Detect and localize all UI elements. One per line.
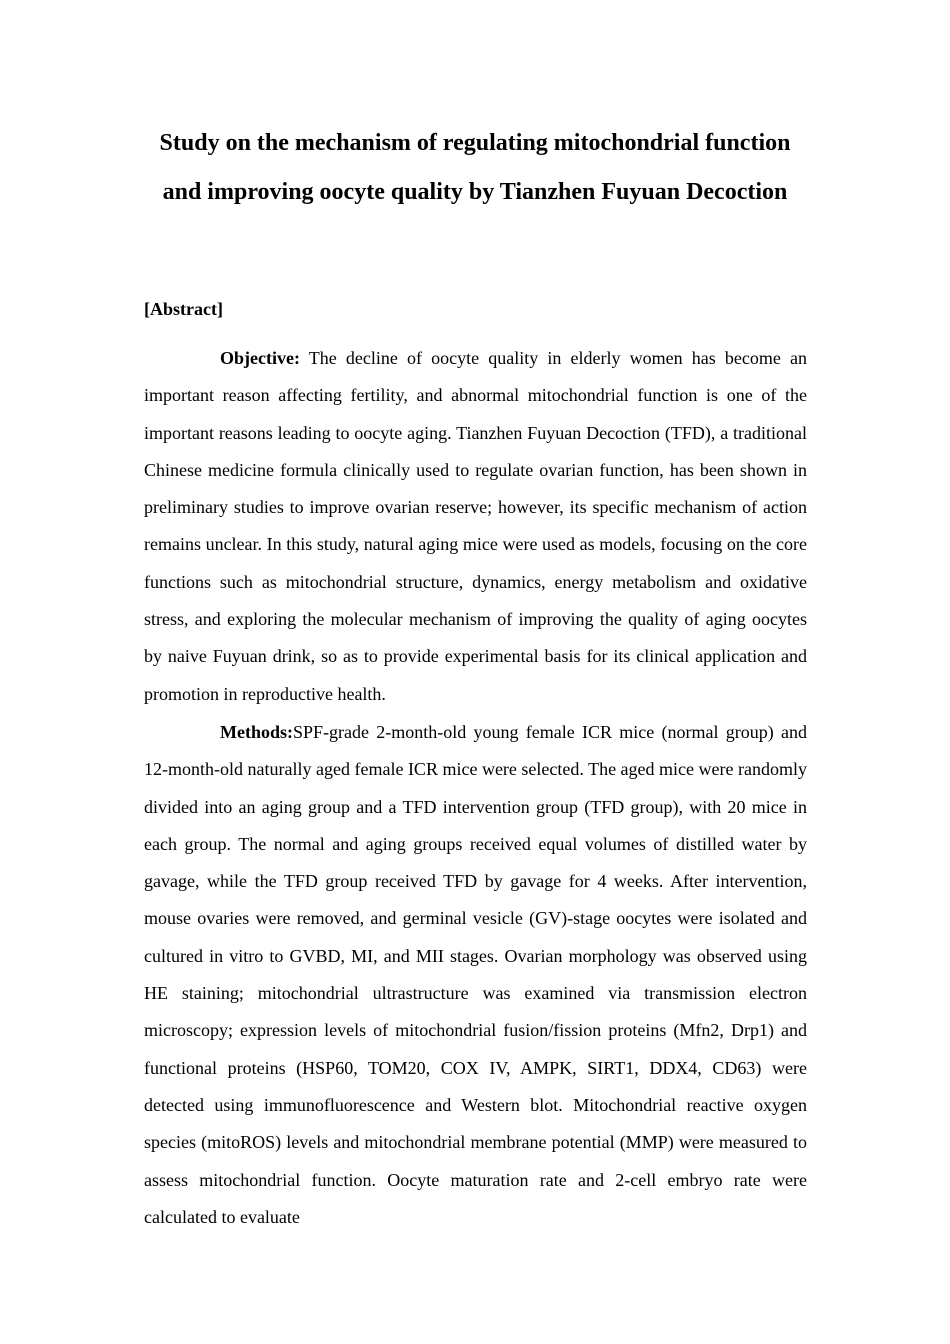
methods-label: Methods: — [220, 722, 293, 742]
abstract-heading: [Abstract] — [144, 299, 223, 319]
methods-text: SPF-grade 2-month-old young female ICR mice (normal group) and 12-month-old naturally aged female ICR mice were selected. The aged mice were randomly divided into an aging group and a TFD intervention group (TFD group), with 20 mice in each group. The normal and aging groups received equal volumes of distilled water by gavage, while the TFD group received TFD by gavage for 4 weeks. After intervention, mouse ovaries were removed, and germinal vesicle (GV)-stage oocytes were isolated and cultured in vitro to GVBD, MI, and MII stages. Ovarian morphology was observed using HE staining; mitochondrial ultrastructure was examined via transmission electron microscopy; expression levels of mitochondrial fusion/fission proteins (Mfn2, Drp1) and functional proteins (HSP60, TOM20, COX IV, AMPK, SIRT1, DDX4, CD63) were detected using immunofluorescence and Western blot. Mitochondrial reactive oxygen species (mitoROS) levels and mitochondrial membrane potential (MMP) were measured to assess mitochondrial function. Oocyte maturation rate and 2-cell embryo rate were calculated to evaluate — [144, 722, 807, 1227]
methods-paragraph — [144, 714, 807, 1236]
objective-paragraph — [144, 340, 807, 713]
objective-text: The decline of oocyte quality in elderly women has become an important reason affecting fertility, and abnormal mitochondrial function is one of the important reasons leading to oocyte aging. Tianzhen Fuyuan Decoction (TFD), a traditional Chinese medicine formula clinically used to regulate ovarian function, has been shown in preliminary studies to improve ovarian reserve; however, its specific mechanism of action remains unclear. In this study, natural aging mice were used as models, focusing on the core functions such as mitochondrial structure, dynamics, energy metabolism and oxidative stress, and exploring the molecular mechanism of improving the quality of aging oocytes by naive Fuyuan drink, so as to provide experimental basis for its clinical application and promotion in reproductive health. — [144, 348, 807, 704]
objective-label: Objective: — [220, 348, 300, 368]
document-title: Study on the mechanism of regulating mitochondrial function and improving oocyte quality by Tianzhen Fuyuan Decoction — [159, 130, 791, 205]
